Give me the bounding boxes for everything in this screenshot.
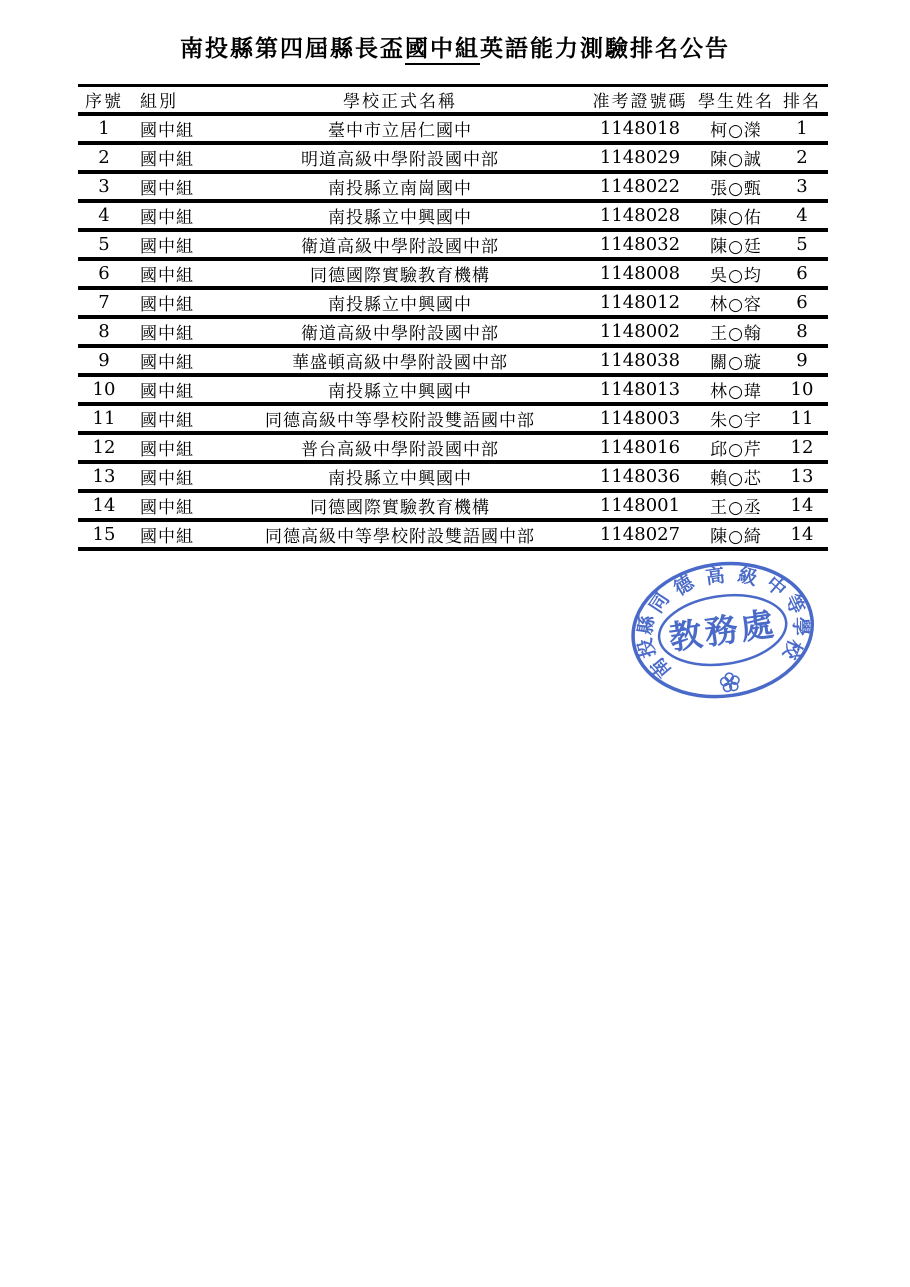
cell-group: 國中組 — [140, 498, 194, 518]
table-row — [78, 143, 828, 172]
cell-no: 4 — [98, 205, 110, 226]
table-row — [78, 491, 828, 520]
table-row — [78, 462, 828, 491]
stamp-rim-char: 同 — [645, 589, 674, 618]
header-rank: 排名 — [783, 92, 821, 112]
cell-school: 衛道高級中學附設國中部 — [301, 324, 499, 344]
cell-rank: 14 — [790, 495, 814, 516]
stamp-rim-char: 南 — [646, 653, 676, 682]
cell-school: 同德國際實驗教育機構 — [310, 266, 490, 286]
cell-ticket: 1148001 — [599, 495, 681, 516]
cell-group: 國中組 — [140, 121, 194, 141]
header-no: 序號 — [85, 92, 123, 112]
cell-group: 國中組 — [140, 179, 194, 199]
cell-group: 國中組 — [140, 266, 194, 286]
cell-rank: 2 — [796, 147, 808, 168]
cell-school: 同德高級中等學校附設雙語國中部 — [265, 411, 535, 431]
cell-ticket: 1148027 — [599, 524, 681, 545]
cell-no: 12 — [92, 437, 116, 458]
cell-no: 9 — [98, 350, 110, 371]
cell-student: 林○瑋 — [710, 382, 762, 402]
table-row — [78, 317, 828, 346]
cell-group: 國中組 — [140, 382, 194, 402]
cell-rank: 13 — [790, 466, 814, 487]
cell-rank: 12 — [790, 437, 814, 458]
table-row — [78, 520, 828, 549]
cell-no: 2 — [98, 147, 110, 168]
title-suffix: 英語能力測驗排名公告 — [480, 35, 730, 62]
cell-group: 國中組 — [140, 411, 194, 431]
stamp-rim-char: 學 — [789, 616, 812, 636]
cell-no: 10 — [92, 379, 116, 400]
cell-no: 5 — [98, 234, 110, 255]
cell-school: 臺中市立居仁國中 — [328, 121, 472, 141]
cell-no: 1 — [98, 118, 110, 139]
cell-rank: 10 — [790, 379, 814, 400]
cell-group: 國中組 — [140, 295, 194, 315]
table-row — [78, 201, 828, 230]
cell-student: 柯○濚 — [710, 121, 762, 141]
cell-student: 吳○均 — [710, 266, 762, 286]
cell-rank: 11 — [790, 408, 814, 429]
header-school: 學校正式名稱 — [343, 92, 457, 112]
cell-rank: 5 — [796, 234, 808, 255]
cell-ticket: 1148013 — [599, 379, 681, 400]
table-row — [78, 114, 828, 143]
cell-student: 張○甄 — [710, 179, 762, 199]
cell-school: 華盛頓高級中學附設國中部 — [292, 353, 508, 373]
cell-student: 賴○芯 — [710, 469, 762, 489]
cell-school: 南投縣立中興國中 — [328, 295, 472, 315]
cell-group: 國中組 — [140, 353, 194, 373]
cell-no: 8 — [98, 321, 110, 342]
cell-rank: 9 — [796, 350, 808, 371]
stamp-rim-char: 高 — [704, 564, 727, 589]
cell-rank: 3 — [796, 176, 808, 197]
cell-student: 陳○綺 — [710, 527, 762, 547]
cell-school: 明道高級中學附設國中部 — [301, 150, 499, 170]
cell-ticket: 1148036 — [599, 466, 681, 487]
cell-group: 國中組 — [140, 208, 194, 228]
cell-no: 15 — [92, 524, 116, 545]
stamp-rim-char: 德 — [669, 571, 698, 601]
cell-student: 朱○宇 — [710, 411, 762, 431]
header-ticket: 准考證號碼 — [592, 92, 688, 112]
table-body — [78, 114, 828, 549]
cell-ticket: 1148008 — [599, 263, 681, 284]
cell-ticket: 1148038 — [599, 350, 681, 371]
cell-ticket: 1148028 — [599, 205, 681, 226]
cell-no: 13 — [92, 466, 116, 487]
cell-group: 國中組 — [140, 324, 194, 344]
cell-school: 普台高級中學附設國中部 — [301, 440, 499, 460]
table-row — [78, 259, 828, 288]
cell-group: 國中組 — [140, 237, 194, 257]
cell-no: 11 — [92, 408, 116, 429]
page-title — [0, 30, 910, 63]
cell-student: 邱○芹 — [710, 440, 762, 460]
table-row — [78, 172, 828, 201]
title-underlined-group: 國中組 — [405, 35, 480, 65]
cell-ticket: 1148003 — [599, 408, 681, 429]
cell-student: 王○丞 — [710, 498, 762, 518]
cell-student: 關○璇 — [710, 353, 762, 373]
cell-student: 王○翰 — [710, 324, 762, 344]
cell-no: 14 — [92, 495, 116, 516]
stamp-rim-char: 校 — [778, 636, 807, 663]
cell-group: 國中組 — [140, 469, 194, 489]
cell-no: 6 — [98, 263, 110, 284]
cell-ticket: 1148032 — [599, 234, 681, 255]
table-row — [78, 230, 828, 259]
cell-ticket: 1148002 — [599, 321, 681, 342]
stamp-center-text: 教務處 — [666, 603, 779, 658]
ranking-table — [78, 84, 828, 551]
table-row — [78, 433, 828, 462]
cell-school: 南投縣立南崗國中 — [328, 179, 472, 199]
table-row — [78, 404, 828, 433]
table-header — [78, 86, 828, 115]
emblem-center — [728, 680, 733, 685]
cell-group: 國中組 — [140, 150, 194, 170]
cell-no: 7 — [98, 292, 110, 313]
table-header-row — [78, 86, 828, 115]
cell-ticket: 1148012 — [599, 292, 681, 313]
stamp-rim-char: 縣 — [634, 613, 659, 637]
cell-school: 同德高級中等學校附設雙語國中部 — [265, 527, 535, 547]
cell-ticket: 1148018 — [599, 118, 681, 139]
cell-student: 陳○誠 — [710, 150, 762, 170]
stamp-rim-char: 投 — [633, 635, 661, 661]
table-row — [78, 288, 828, 317]
stamp-rim-char: 等 — [780, 591, 809, 618]
cell-student: 陳○廷 — [710, 237, 762, 257]
cell-group: 國中組 — [140, 440, 194, 460]
cell-rank: 4 — [796, 205, 808, 226]
stamp-rim-char: 級 — [735, 563, 760, 591]
cell-ticket: 1148022 — [599, 176, 681, 197]
plum-blossom-emblem-icon — [720, 672, 741, 692]
cell-student: 陳○佑 — [710, 208, 762, 228]
cell-rank: 6 — [796, 263, 808, 284]
title-prefix: 南投縣第四屆縣長盃 — [180, 35, 405, 62]
cell-rank: 1 — [796, 118, 808, 139]
cell-school: 衛道高級中學附設國中部 — [301, 237, 499, 257]
cell-school: 南投縣立中興國中 — [328, 382, 472, 402]
cell-school: 同德國際實驗教育機構 — [310, 498, 490, 518]
cell-no: 3 — [98, 176, 110, 197]
stamp-rim-char: 中 — [761, 572, 791, 602]
cell-ticket: 1148029 — [599, 147, 681, 168]
cell-rank: 8 — [796, 321, 808, 342]
cell-ticket: 1148016 — [599, 437, 681, 458]
table-row — [78, 375, 828, 404]
table-row — [78, 346, 828, 375]
school-office-stamp — [606, 536, 842, 729]
cell-student: 林○容 — [710, 295, 762, 315]
cell-rank: 6 — [796, 292, 808, 313]
cell-school: 南投縣立中興國中 — [328, 208, 472, 228]
cell-school: 南投縣立中興國中 — [328, 469, 472, 489]
header-student: 學生姓名 — [698, 92, 774, 112]
header-group: 組別 — [140, 92, 178, 112]
cell-group: 國中組 — [140, 527, 194, 547]
cell-rank: 14 — [790, 524, 814, 545]
